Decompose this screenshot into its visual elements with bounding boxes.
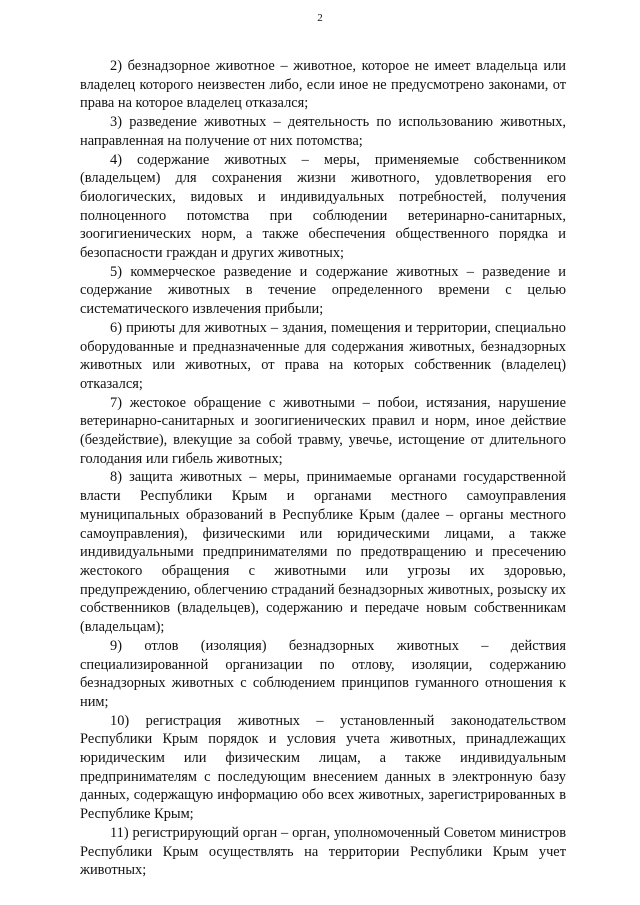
- page-number: 2: [317, 12, 323, 24]
- paragraph-item-6: 6) приюты для животных – здания, помещения и территории, специально оборудованные и предназначенные для содержания животных, безнадзорных животных или животных, от права на которых собственник (владелец) отказался;: [80, 319, 566, 392]
- paragraph-item-8: 8) защита животных – меры, принимаемые органами государственной власти Республики Крым и органами местного самоуправления муниципальных образований в Республике Крым (далее – органы местного самоуправления), физическими или юридическими лицами, а также индивидуальными предпринимателями по предотвращению и пресечению жестокого обращения с животными или угрозы их здоровью, предупреждению, облегчению страданий безнадзорных животных, розыску их собственников (владельцев), содержанию и передаче новым собственникам (владельцам);: [80, 469, 566, 636]
- document-body: [80, 57, 566, 880]
- paragraph-item-11: 11) регистрирующий орган – орган, уполномоченный Советом министров Республики Крым осуществлять на территории Республики Крым учет животных;: [80, 824, 566, 879]
- paragraph-item-7: 7) жестокое обращение с животными – побои, истязания, нарушение ветеринарно-санитарных и зоогигиенических правил и норм, иное действие (бездействие), влекущие за собой травму, увечье, истощение от длительного голодания или гибель животных;: [80, 394, 566, 467]
- paragraph-item-5: 5) коммерческое разведение и содержание животных – разведение и содержание животных в течение определенного времени с целью систематического извлечения прибыли;: [80, 263, 566, 318]
- paragraph-item-2: 2) безнадзорное животное – животное, которое не имеет владельца или владелец которого неизвестен либо, если иное не предусмотрено законами, от права на которое владелец отказался;: [80, 58, 566, 112]
- paragraph-item-10: 10) регистрация животных – установленный законодательством Республики Крым порядок и условия учета животных, принадлежащих юридическим или физическим лицам, а также индивидуальным предпринимателям с последующим внесением данных в электронную базу данных, содержащую информацию обо всех животных, зарегистрированных в Республике Крым;: [80, 712, 566, 823]
- paragraph-item-4: 4) содержание животных – меры, применяемые собственником (владельцем) для сохранения жизни животного, удовлетворения его биологических, видовых и индивидуальных потребностей, получения полноценного потомства при соблюдении ветеринарно-санитарных, зоогигиенических норм, а также обеспечения общественного порядка и безопасности граждан и других животных;: [80, 151, 566, 262]
- paragraph-item-3: 3) разведение животных – деятельность по использованию животных, направленная на получение от них потомства;: [80, 114, 566, 149]
- paragraph-item-9: 9) отлов (изоляция) безнадзорных животных – действия специализированной организации по отлову, изоляции, содержанию безнадзорных животных с соблюдением принципов гуманного отношения к ним;: [80, 637, 566, 710]
